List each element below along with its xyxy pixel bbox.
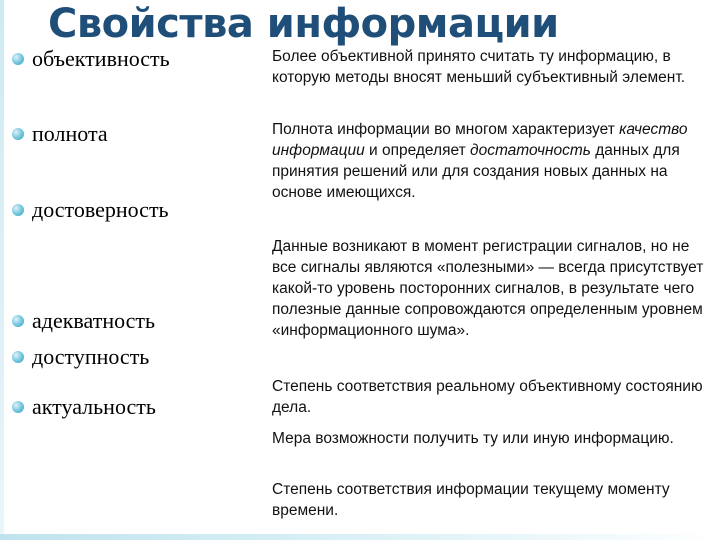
property-label: адекватность xyxy=(32,308,156,333)
description-text: Полнота информации во многом характеризует xyxy=(272,121,620,138)
property-completeness xyxy=(12,121,108,147)
description-completeness xyxy=(272,119,712,203)
property-accessibility xyxy=(12,344,149,370)
slide-bottom-border xyxy=(0,534,720,540)
emphasis-sufficiency: достаточность xyxy=(470,142,591,159)
property-label: доступность xyxy=(32,344,150,369)
property-label: актуальность xyxy=(32,394,156,419)
bullet-icon xyxy=(12,315,24,327)
property-label: достоверность xyxy=(32,197,169,222)
description-relevance: Степень соответствия информации текущему моменту времени. xyxy=(272,481,670,519)
bullet-icon xyxy=(12,351,24,363)
emphasis-quality: качество информации xyxy=(272,121,688,159)
property-adequacy xyxy=(12,308,155,334)
property-objectivity xyxy=(12,46,170,72)
description-reliability: Данные возникают в момент регистрации сигналов, но не все сигналы являются «полезными» — всегда присутствует какой-то уровень посторонних сигналов, в результате чего полезные данные сопровождаются определенным уровнем «информационного шума». xyxy=(272,238,704,339)
description-adequacy: Степень соответствия реальному объективному состоянию дела. xyxy=(272,378,703,416)
bullet-icon xyxy=(12,401,24,413)
property-label: полнота xyxy=(32,121,108,146)
property-relevance xyxy=(12,394,156,420)
bullet-icon xyxy=(12,204,24,216)
description-objectivity: Более объективной принято считать ту информацию, в которую методы вносят меньший субъективный элемент. xyxy=(272,48,686,86)
property-reliability xyxy=(12,197,169,223)
slide-left-border xyxy=(0,0,4,540)
description-accessibility: Мера возможности получить ту или иную информацию. xyxy=(272,430,674,447)
property-label: объективность xyxy=(32,46,170,71)
description-text: данных для принятия решений или для создания новых данных на основе имеющихся. xyxy=(272,142,680,201)
slide-title: Свойства информации xyxy=(48,1,559,47)
description-text: и определяет xyxy=(364,142,470,159)
bullet-icon xyxy=(12,53,24,65)
bullet-icon xyxy=(12,128,24,140)
